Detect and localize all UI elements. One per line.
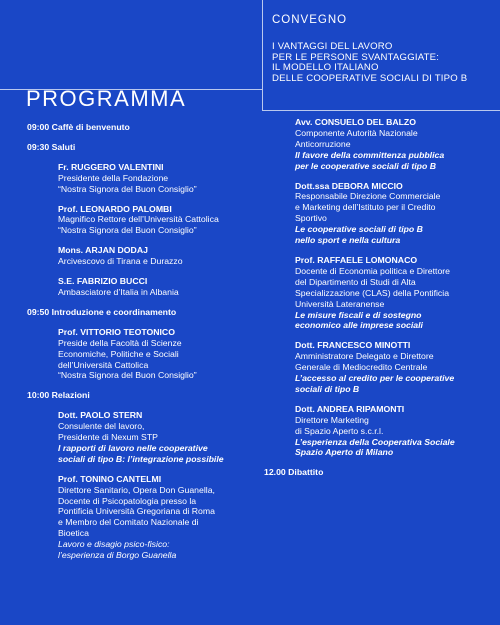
convegno-label: CONVEGNO: [272, 14, 348, 26]
convegno-title: [272, 42, 467, 84]
talk-title: L’accesso al credito per le cooperative: [295, 373, 455, 384]
speaker-role: Ambasciatore d’Italia in Albania: [58, 286, 179, 297]
header-right-divider: [262, 110, 500, 111]
speaker-role: Bioetica: [58, 528, 89, 539]
speaker-role: Presidente della Fondazione: [58, 172, 169, 183]
speaker-role: Consulente del lavoro,: [58, 421, 145, 432]
speaker-role: dell’Università Cattolica: [58, 359, 149, 370]
speaker-name: Fr. RUGGERO VALENTINI: [58, 161, 164, 172]
talk-title: nello sport e nella cultura: [295, 235, 401, 246]
title-line: I VANTAGGI DEL LAVORO: [272, 41, 393, 52]
speaker-role: Presidente di Nexum STP: [58, 432, 158, 443]
speaker-role: e Marketing dell’Istituto per il Credito: [295, 202, 436, 213]
speaker-role: “Nostra Signora del Buon Consiglio”: [58, 225, 197, 236]
speaker-name: Prof. RAFFAELE LOMONACO: [295, 254, 418, 265]
schedule-slot: 09:30 Saluti: [27, 141, 76, 152]
schedule-slot: 09:50 Introduzione e coordinamento: [27, 306, 177, 317]
speaker-role: Arcivescovo di Tirana e Durazzo: [58, 256, 183, 267]
speaker-role: Pontificia Università Gregoriana di Roma: [58, 506, 215, 517]
speaker-role: di Spazio Aperto s.c.r.l.: [295, 425, 384, 436]
speaker-entry: [295, 117, 492, 172]
speaker-name: Avv. CONSUELO DEL BALZO: [295, 117, 416, 127]
speaker-entry: [58, 276, 259, 298]
speaker-role: Direttore Sanitario, Opera Don Guanella,: [58, 484, 215, 495]
talk-title: L’esperienza della Cooperativa Sociale: [295, 436, 455, 447]
speaker-entry: [295, 255, 492, 331]
speaker-role: Generale di Mediocredito Centrale: [295, 362, 428, 373]
talk-title: sociali di tipo B: l’integrazione possibile: [58, 453, 224, 464]
talk-title: Le cooperative sociali di tipo B: [295, 224, 423, 235]
speaker-role: Anticorruzione: [295, 138, 351, 149]
talk-title: Spazio Aperto di Milano: [295, 447, 394, 458]
programma-heading: PROGRAMMA: [26, 86, 187, 111]
speaker-name: Prof. LEONARDO PALOMBI: [58, 203, 172, 214]
talk-title: economico alle imprese sociali: [295, 320, 423, 331]
speaker-name: S.E. FABRIZIO BUCCI: [58, 276, 148, 287]
title-line: IL MODELLO ITALIANO: [272, 62, 379, 73]
speaker-role: “Nostra Signora del Buon Consiglio”: [58, 370, 197, 381]
program-right-column: [264, 117, 492, 487]
schedule-slot: 09:00 Caffè di benvenuto: [27, 122, 130, 132]
title-line: DELLE COOPERATIVE SOCIALI DI TIPO B: [272, 72, 468, 84]
talk-title: I rapporti di lavoro nelle cooperative: [58, 442, 208, 453]
speaker-role: Componente Autorità Nazionale: [295, 127, 418, 138]
talk-title: l’esperienza di Borgo Guanella: [58, 550, 177, 561]
speaker-entry: [295, 404, 492, 459]
talk-title: Il favore della committenza pubblica: [295, 149, 445, 160]
speaker-entry: [58, 327, 259, 382]
speaker-name: Dott. ANDREA RIPAMONTI: [295, 403, 405, 414]
speaker-role: del Dipartimento di Studi di Alta: [295, 276, 416, 287]
speaker-role: Docente di Economia politica e Direttore: [295, 265, 451, 276]
speaker-entry: [58, 245, 259, 267]
speaker-role: Università Lateranense: [295, 298, 385, 309]
speaker-role: “Nostra Signora del Buon Consiglio”: [58, 183, 197, 194]
talk-title: sociali di tipo B: [295, 383, 360, 394]
talk-title: Le misure fiscali e di sostegno: [295, 309, 422, 320]
program-left-column: [27, 122, 259, 570]
title-line: PER LE PERSONE SVANTAGGIATE:: [272, 51, 440, 63]
speaker-role: Direttore Marketing: [295, 414, 369, 425]
speaker-name: Mons. ARJAN DODAJ: [58, 245, 148, 256]
speaker-role: Specializzazione (CLAS) della Pontificia: [295, 287, 450, 298]
speaker-entry: [58, 162, 259, 195]
speaker-role: Economiche, Politiche e Sociali: [58, 348, 179, 359]
talk-title: per le cooperative sociali di tipo B: [295, 160, 436, 171]
header-vertical-divider: [262, 0, 263, 110]
speaker-role: Preside della Facoltà di Scienze: [58, 337, 182, 348]
schedule-slot: 10:00 Relazioni: [27, 390, 90, 401]
speaker-name: Dott.ssa DEBORA MICCIO: [295, 180, 403, 191]
speaker-role: e Membro del Comitato Nazionale di: [58, 517, 199, 528]
speaker-name: Dott. FRANCESCO MINOTTI: [295, 340, 411, 351]
speaker-entry: [58, 474, 259, 561]
schedule-slot: 12.00 Dibattito: [264, 467, 324, 478]
speaker-role: Sportivo: [295, 213, 327, 224]
speaker-role: Docente di Psicopatologia presso la: [58, 495, 197, 506]
speaker-role: Amministratore Delegato e Direttore: [295, 351, 434, 362]
speaker-role: Magnifico Rettore dell’Università Cattolica: [58, 214, 219, 225]
speaker-role: Responsabile Direzione Commerciale: [295, 191, 441, 202]
speaker-name: Prof. TONINO CANTELMI: [58, 473, 162, 484]
talk-title: Lavoro e disagio psico-fisico:: [58, 539, 170, 550]
speaker-entry: [58, 410, 259, 465]
speaker-name: Dott. PAOLO STERN: [58, 410, 143, 421]
speaker-entry: [295, 181, 492, 246]
speaker-name: Prof. VITTORIO TEOTONICO: [58, 326, 175, 337]
speaker-entry: [58, 204, 259, 237]
speaker-entry: [295, 340, 492, 395]
